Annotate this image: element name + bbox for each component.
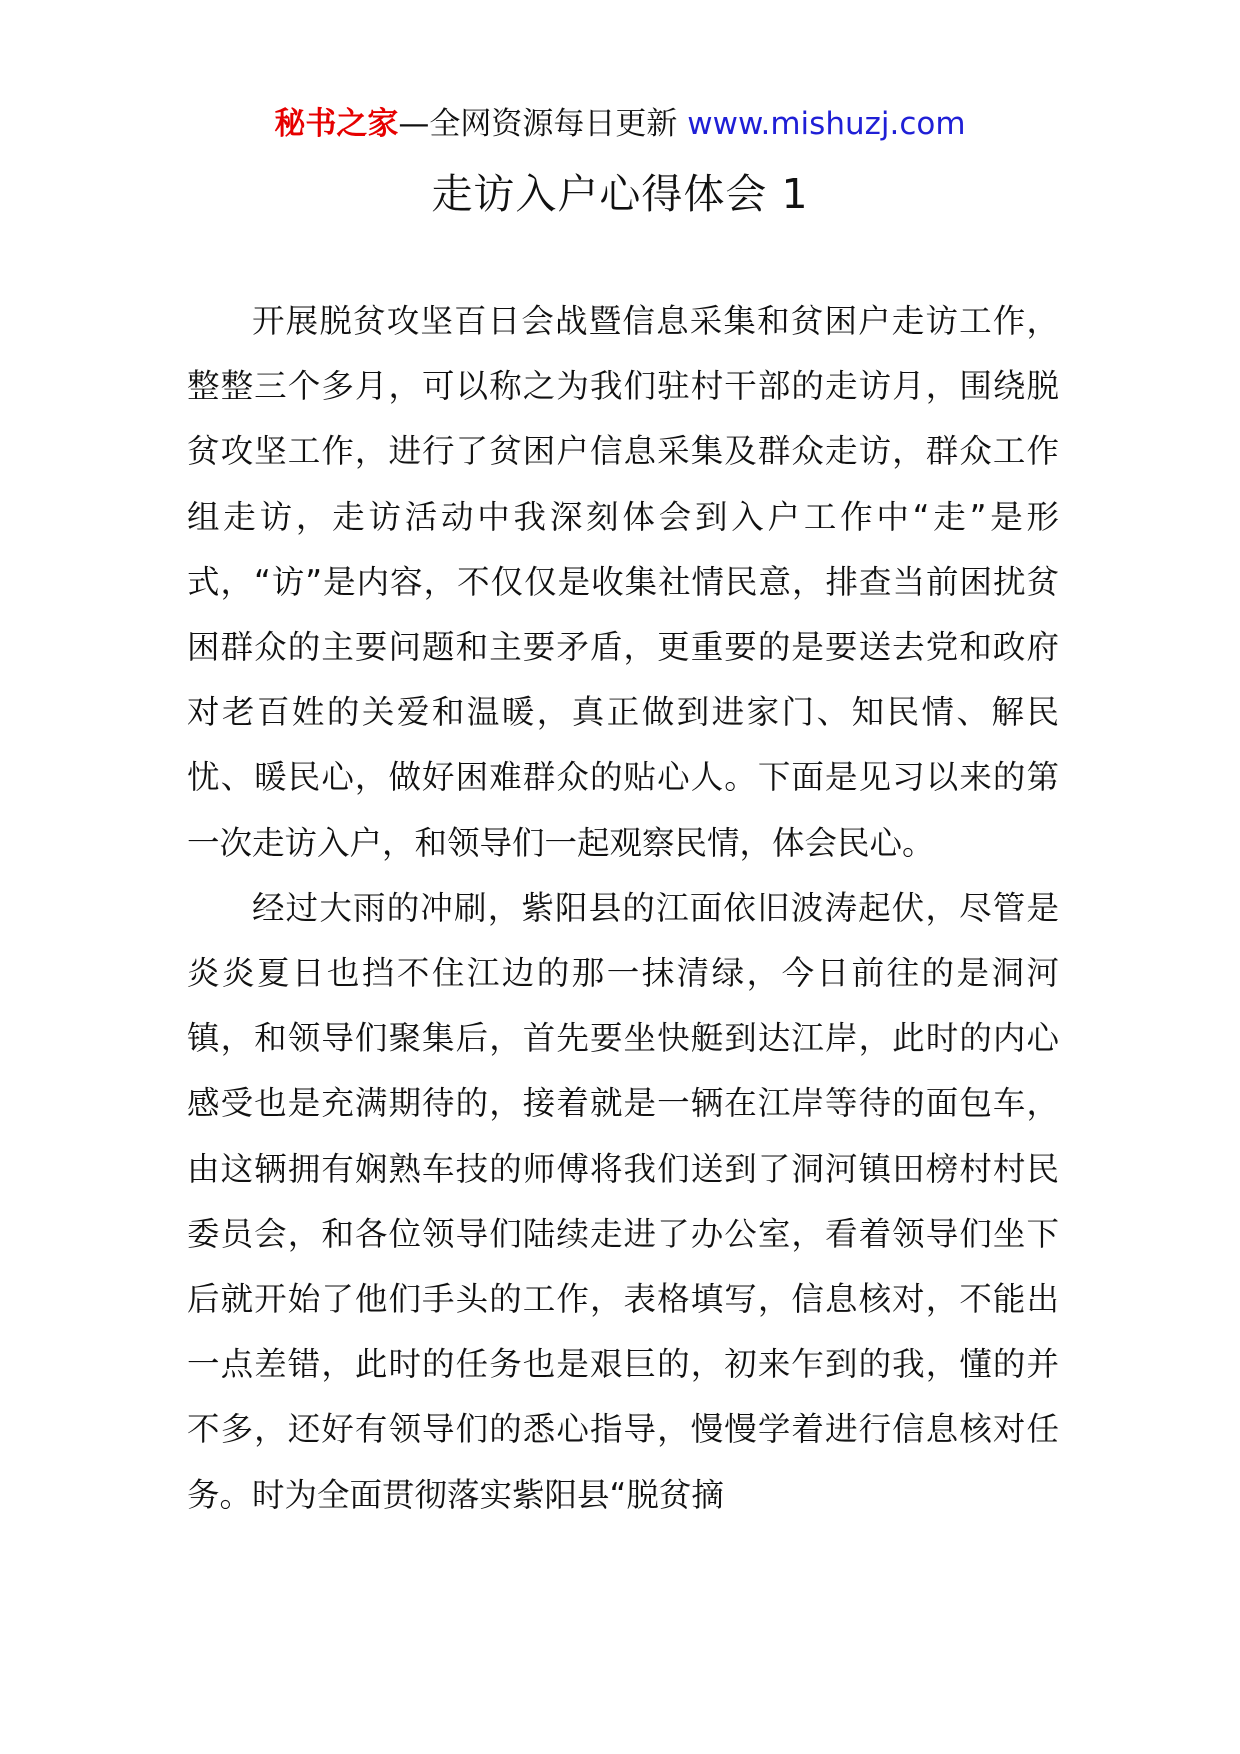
document-body [187,289,1059,1528]
site-header [0,102,1240,146]
paragraph-2: 经过大雨的冲刷，紫阳县的江面依旧波涛起伏，尽管是炎炎夏日也挡不住江边的那一抹清绿，今日前往的是洞河镇，和领导们聚集后，首先要坐快艇到达江岸，此时的内心感受也是充满期待的，接着就是一辆在江岸等待的面包车，由这辆拥有娴熟车技的师傅将我们送到了洞河镇田榜村村民委员会，和各位领导们陆续走进了办公室，看着领导们坐下后就开始了他们手头的工作，表格填写，信息核对，不能出一点差错，此时的任务也是艰巨的，初来乍到的我，懂的并不多，还好有领导们的悉心指导，慢慢学着进行信息核对任务。时为全面贯彻落实紫阳县“脱贫摘 [187,888,1059,1514]
header-slogan: —全网资源每日更新 [398,106,688,142]
site-url-link[interactable]: www.mishuzj.com [687,106,966,142]
brand-name: 秘书之家 [274,106,399,142]
document-title: 走访入户心得体会 1 [431,170,809,218]
paragraph-1: 开展脱贫攻坚百日会战暨信息采集和贫困户走访工作，整整三个多月，可以称之为我们驻村干部的走访月，围绕脱贫攻坚工作，进行了贫困户信息采集及群众走访，群众工作组走访，走访活动中我深刻体会到入户工作中“走”是形式，“访”是内容，不仅仅是收集社情民意，排查当前困扰贫困群众的主要问题和主要矛盾，更重要的是要送去党和政府对老百姓的关爱和温暖，真正做到进家门、知民情、解民忧、暖民心，做好困难群众的贴心人。下面是见习以来的第一次走访入户，和领导们一起观察民情，体会民心。 [187,302,1059,862]
